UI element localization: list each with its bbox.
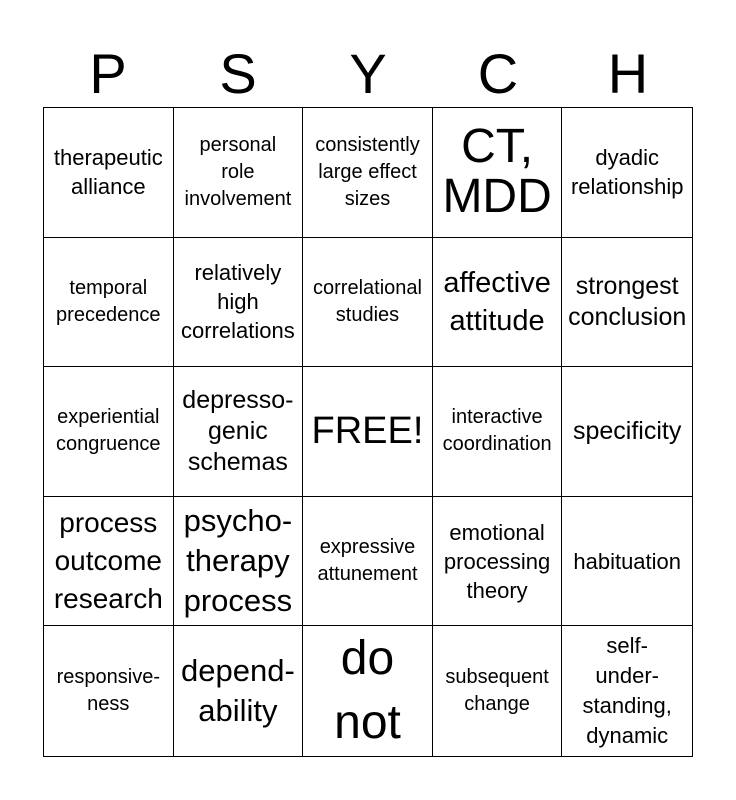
cell-text: relatively high correlations bbox=[181, 260, 295, 344]
cell-text: dyadic relationship bbox=[570, 145, 684, 200]
bingo-cell bbox=[433, 367, 563, 497]
free-space-text: FREE! bbox=[311, 410, 424, 453]
cell-text: depend- ability bbox=[181, 653, 295, 729]
bingo-cell bbox=[174, 238, 304, 368]
bingo-cell bbox=[174, 497, 304, 627]
bingo-header bbox=[43, 40, 693, 108]
bingo-cell bbox=[433, 108, 563, 238]
cell-text: consistently large effect sizes bbox=[315, 133, 420, 210]
cell-text: expressive attunement bbox=[317, 536, 418, 586]
bingo-cell bbox=[433, 238, 563, 368]
cell-text: subsequent change bbox=[445, 666, 549, 716]
bingo-board bbox=[43, 107, 693, 757]
bingo-cell bbox=[562, 497, 692, 627]
cell-text: emotional processing theory bbox=[443, 519, 551, 603]
bingo-cell bbox=[303, 238, 433, 368]
bingo-cell bbox=[174, 108, 304, 238]
free-space bbox=[303, 367, 433, 497]
cell-text: correlational studies bbox=[313, 276, 422, 326]
bingo-cell bbox=[44, 108, 174, 238]
bingo-cell bbox=[44, 497, 174, 627]
header-letter-h: H bbox=[607, 42, 649, 105]
header-letter-s: S bbox=[219, 42, 257, 105]
cell-text: depresso- genic schemas bbox=[182, 385, 294, 476]
cell-text: CT, MDD bbox=[442, 120, 552, 224]
cell-text: responsive- ness bbox=[56, 666, 160, 716]
header-letter-p: P bbox=[89, 42, 127, 105]
cell-text: psycho- therapy process bbox=[183, 503, 293, 619]
bingo-cell bbox=[44, 626, 174, 756]
cell-text: self- under- standing, dynamic bbox=[582, 633, 672, 749]
bingo-cell bbox=[562, 626, 692, 756]
cell-text: strongest conclusion bbox=[568, 271, 687, 331]
bingo-cell bbox=[174, 367, 304, 497]
cell-text: affective attitude bbox=[443, 266, 551, 337]
bingo-cell bbox=[303, 626, 433, 756]
cell-text: interactive coordination bbox=[442, 406, 552, 456]
header-letter-c: C bbox=[477, 42, 519, 105]
bingo-cell bbox=[44, 367, 174, 497]
cell-text: process outcome research bbox=[53, 507, 163, 615]
bingo-cell bbox=[433, 626, 563, 756]
cell-text: temporal precedence bbox=[56, 276, 161, 326]
cell-text: do not bbox=[334, 632, 401, 750]
bingo-cell bbox=[303, 108, 433, 238]
bingo-cell bbox=[562, 238, 692, 368]
bingo-cell bbox=[174, 626, 304, 756]
cell-text: habituation bbox=[573, 548, 682, 574]
bingo-cell bbox=[44, 238, 174, 368]
bingo-cell bbox=[562, 108, 692, 238]
bingo-cell bbox=[303, 497, 433, 627]
cell-text: specificity bbox=[573, 416, 682, 445]
cell-text: experiential congruence bbox=[56, 406, 161, 456]
bingo-cell bbox=[433, 497, 563, 627]
cell-text: personal role involvement bbox=[184, 133, 292, 210]
bingo-cell bbox=[562, 367, 692, 497]
header-letter-y: Y bbox=[349, 42, 387, 105]
cell-text: therapeutic alliance bbox=[53, 145, 163, 200]
